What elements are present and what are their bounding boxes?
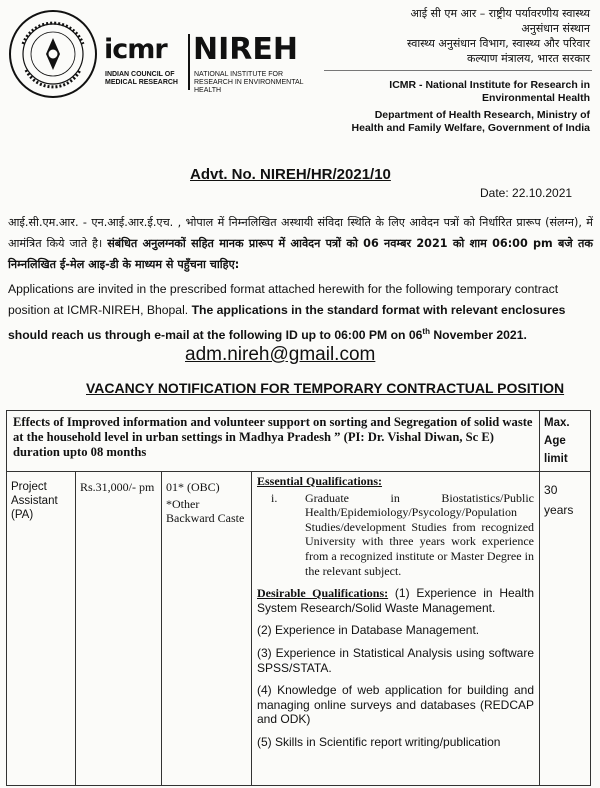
hindi-header-line: कल्याण मंत्रालय, भारत सरकार <box>466 52 590 65</box>
english-paragraph-bold: The applications in the standard format with relevant enclosures should reach us through e-mail at the following ID up to 06:00 PM on 06 <box>8 303 566 343</box>
logo-divider <box>188 34 190 90</box>
nireh-full-name: NATIONAL INSTITUTE FOR RESEARCH IN ENVIRONMENTAL HEALTH <box>194 71 304 94</box>
english-department-name: Department of Health Research, Ministry of Health and Family Welfare, Government of India <box>351 109 590 134</box>
hindi-header-line: स्वास्थ्य अनुसंधान विभाग, स्वास्थ्य और परिवार <box>406 37 590 50</box>
header-rule <box>324 70 592 71</box>
hindi-header-line: अनुसंधान संस्थान <box>521 22 590 35</box>
essential-item <box>257 491 534 579</box>
vacancy-title: VACANCY NOTIFICATION FOR TEMPORARY CONTRACTUAL POSITION <box>86 380 565 396</box>
english-institute-name: ICMR - National Institute for Research in Environmental Health <box>389 79 590 104</box>
salary: Rs.31,000/- pm <box>76 472 162 786</box>
essential-text: Graduate in Biostatistics/Public Health/Epidemiology/Psycology/Population Studies/development Studies from recognized University with three years work experience from a recognized institute or Master Degree in the relevant subject. <box>305 490 535 578</box>
english-paragraph <box>8 279 593 346</box>
hindi-paragraph <box>8 212 593 275</box>
table-header-row <box>7 411 591 472</box>
qualifications-cell <box>252 472 540 786</box>
vacancy-table <box>6 410 591 786</box>
essential-label: Essential Qualifications: <box>257 474 383 488</box>
project-title: Effects of Improved information and volunteer support on sorting and Segregation of solid waste at the household level in urban settings in Madhya Pradesh ” (PI: Dr. Vishal Diwan, Sc E) duration upto 08 months <box>7 411 540 472</box>
table-row <box>7 472 591 786</box>
position-name: Project Assistant (PA) <box>7 472 76 786</box>
hindi-paragraph-text: आई.सी.एम.आर. - एन.आई.आर.ई.एच. , भोपाल में निम्नलिखित अस्थायी संविदा स्थिति के लिए आवेदन पत्रों को निर्धारित प्रारूप (संलग्न), में आमंत्रित किये जाते है। <box>8 216 593 250</box>
advertisement-date: Date: 22.10.2021 <box>480 186 573 200</box>
date-suffix: th <box>422 327 430 336</box>
vacancy-count: 01* (OBC) <box>166 480 220 494</box>
desirable-item: (1) Experience in Health System Research/Solid Waste Management. <box>257 586 535 615</box>
icmr-seal-logo <box>8 8 98 100</box>
desirable-item: (3) Experience in Statistical Analysis using software SPSS/STATA. <box>257 645 535 675</box>
desirable-label: Desirable Qualifications: <box>257 586 389 601</box>
essential-number: i. <box>271 490 278 505</box>
desirable-item: (5) Skills in Scientific report writing/publication <box>257 734 501 749</box>
advertisement-number: Advt. No. NIREH/HR/2021/10 <box>190 166 391 183</box>
hindi-institute-header <box>335 6 590 66</box>
vacancy-note: *Other Backward Caste <box>166 497 245 525</box>
hindi-paragraph-bold: संबंधित अनुलग्नकों सहित मानक प्रारूप में आवेदन पत्रों को 06 नवम्बर 2021 को शाम 06:00 pm बजे तक निम्नलिखित ई-मेल आइ-डी के माध्यम से पहुँचना चाहिए: <box>8 237 593 271</box>
max-age-header: Max. Age limit <box>540 411 591 472</box>
desirable-block <box>257 586 534 615</box>
desirable-item: (2) Experience in Database Management. <box>257 623 480 638</box>
vacancy-cell <box>162 472 252 786</box>
english-paragraph-text: Applications are invited in the prescribed format attached herewith for the following temporary contract position at ICMR-NIREH, Bhopal. <box>8 282 559 317</box>
nireh-logo-text: NIREH <box>193 32 298 67</box>
english-paragraph-bold-end: November 2021. <box>429 328 527 343</box>
icmr-logo-text: icmr <box>104 34 167 65</box>
desirable-item: (4) Knowledge of web application for building and managing online surveys and databases (REDCAP and ODK) <box>257 683 535 727</box>
icmr-full-name: INDIAN COUNCIL OF MEDICAL RESEARCH <box>105 71 178 86</box>
age-limit: 30 years <box>540 472 591 786</box>
application-email[interactable]: adm.nireh@gmail.com <box>185 344 376 365</box>
hindi-header-line: आई सी एम आर – राष्ट्रीय पर्यावरणीय स्वास्थ्य <box>410 7 590 20</box>
